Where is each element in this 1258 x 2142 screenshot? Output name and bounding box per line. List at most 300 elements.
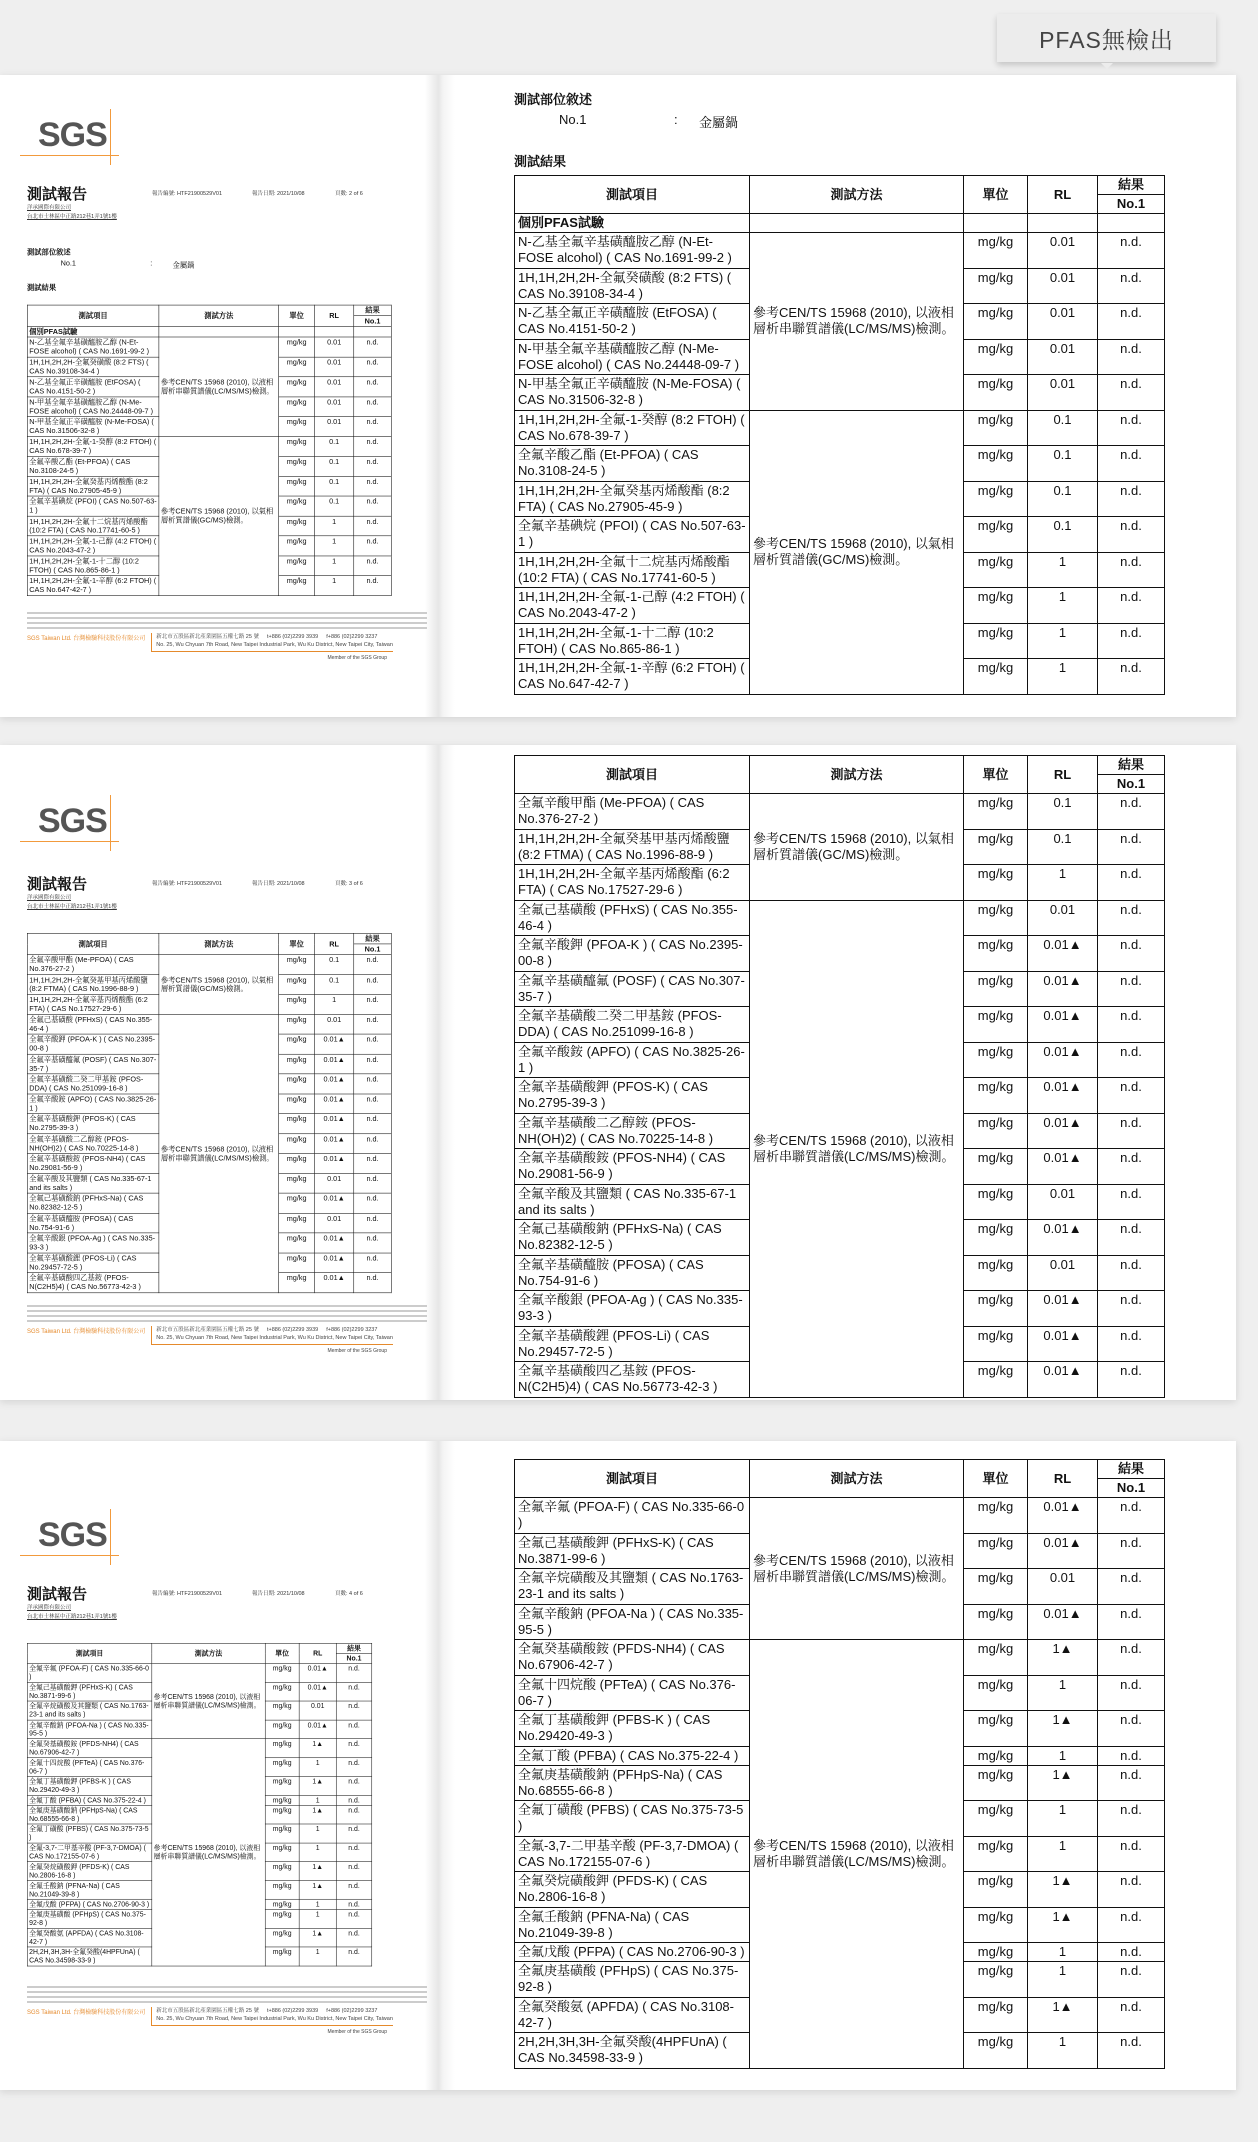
unit: mg/kg <box>279 417 315 437</box>
reporting-limit: 0.1 <box>1028 481 1098 517</box>
unit: mg/kg <box>964 375 1028 411</box>
result-value: n.d. <box>354 337 392 357</box>
table-row <box>27 436 391 456</box>
reporting-limit: 0.01 <box>1028 268 1098 304</box>
unit: mg/kg <box>279 974 315 994</box>
result-value: n.d. <box>336 1795 372 1805</box>
unit: mg/kg <box>279 556 315 576</box>
test-item: 全氟壬酸鈉 (PFNA-Na) ( CAS No.21049-39-8 ) <box>515 1907 750 1943</box>
footer-company <box>27 633 145 642</box>
test-item: 2H,2H,3H,3H-全氟癸酸(4HPFUnA) ( CAS No.34598-33-9 ) <box>27 1947 152 1966</box>
unit: mg/kg <box>964 1640 1028 1676</box>
unit: mg/kg <box>964 1533 1028 1569</box>
reporting-limit: 1 <box>299 1824 336 1843</box>
disclaimer-text-line <box>27 617 427 619</box>
reporting-limit: 0.01▲ <box>1028 1291 1098 1327</box>
reporting-limit: 1 <box>1028 1836 1098 1872</box>
telephone: t+886 (02)2299 3939 <box>266 2008 319 2014</box>
result-value: n.d. <box>1098 588 1165 624</box>
test-item: 全氟辛酸鉀 (PFOA-K ) ( CAS No.2395-00-8 ) <box>27 1034 159 1054</box>
address-en: No. 25, Wu Chyuan 7th Road, New Taipei Industrial Park, Wu Ku District, New Taipei City, Taiwan <box>156 2016 393 2022</box>
disclaimer-text-line <box>27 2001 427 2003</box>
reporting-limit: 0.01 <box>315 337 354 357</box>
test-item: 2H,2H,3H,3H-全氟癸酸(4HPFUnA) ( CAS No.34598-33-9 ) <box>515 2033 750 2069</box>
table-row <box>27 337 391 357</box>
unit: mg/kg <box>265 1776 299 1795</box>
result-value: n.d. <box>336 1899 372 1909</box>
result-value: n.d. <box>354 1074 392 1094</box>
test-method: 參考CEN/TS 15968 (2010), 以氣相層析質譜儀(GC/MS)檢測。 <box>750 794 964 901</box>
category-label: 個別PFAS試驗 <box>515 214 750 233</box>
result-value: n.d. <box>336 1947 372 1966</box>
report-number: 報告編號: HTF21900529V01 <box>152 1591 223 1597</box>
category-row <box>27 326 391 337</box>
empty-cell <box>964 214 1028 233</box>
unit: mg/kg <box>279 1054 315 1074</box>
test-item: 全氟戊酸 (PFPA) ( CAS No.2706-90-3 ) <box>27 1899 152 1909</box>
unit: mg/kg <box>964 1220 1028 1256</box>
test-method: 參考CEN/TS 15968 (2010), 以氣相層析質譜儀(GC/MS)檢測。 <box>750 410 964 694</box>
test-item: 全氟辛基磺酸二乙醇銨 (PFOS-NH(OH)2) ( CAS No.70225-14-8 ) <box>27 1133 159 1153</box>
table-row <box>27 1663 372 1682</box>
reporting-limit: 0.01▲ <box>1028 1149 1098 1185</box>
test-item: 1H,1H,2H,2H-全氟-1-十二醇 (10:2 FTOH) ( CAS No.865-86-1 ) <box>27 556 159 576</box>
company-zh: 台灣檢驗科技股份有限公司 <box>73 2010 146 2016</box>
fax: f+886 (02)2299 3237 <box>326 2008 378 2014</box>
test-item: 全氟庚基磺酸鈉 (PFHpS-Na) ( CAS No.68555-66-8 ) <box>515 1765 750 1801</box>
result-value: n.d. <box>336 1805 372 1824</box>
result-value: n.d. <box>354 1273 392 1293</box>
test-item: 全氟十四烷酸 (PFTeA) ( CAS No.376-06-7 ) <box>515 1675 750 1711</box>
reporting-limit: 1▲ <box>1028 1640 1098 1676</box>
reporting-limit: 0.01 <box>1028 1184 1098 1220</box>
unit: mg/kg <box>265 1739 299 1758</box>
unit: mg/kg <box>279 476 315 496</box>
test-method: 參考CEN/TS 15968 (2010), 以液相層析串聯質譜儀(LC/MS/MS)檢測。 <box>750 233 964 411</box>
result-value: n.d. <box>1098 517 1165 553</box>
reporting-limit: 0.01 <box>1028 304 1098 340</box>
reporting-limit: 1 <box>1028 1943 1098 1962</box>
unit: mg/kg <box>964 829 1028 865</box>
reporting-limit: 0.01▲ <box>315 1054 354 1074</box>
unit: mg/kg <box>279 1173 315 1193</box>
colon: : <box>674 112 678 127</box>
colon: : <box>150 258 153 268</box>
unit: mg/kg <box>279 994 315 1014</box>
reporting-limit: 0.01▲ <box>315 1133 354 1153</box>
reporting-limit: 1 <box>315 576 354 596</box>
report-date: 報告日期: 2021/10/08 <box>252 881 305 887</box>
reporting-limit: 0.01▲ <box>315 1193 354 1213</box>
result-value: n.d. <box>1098 971 1165 1007</box>
table-row <box>27 1739 372 1758</box>
result-value: n.d. <box>354 1133 392 1153</box>
thumb-footer <box>27 612 427 661</box>
results-table-page-4 <box>514 1459 1165 2069</box>
report-page-2 <box>0 75 1236 717</box>
address-line-zh <box>156 1326 393 1334</box>
unit: mg/kg <box>964 410 1028 446</box>
header-result-no: No.1 <box>354 316 392 327</box>
unit: mg/kg <box>279 1114 315 1134</box>
result-value: n.d. <box>354 556 392 576</box>
unit: mg/kg <box>964 936 1028 972</box>
unit: mg/kg <box>964 1362 1028 1398</box>
test-item: 全氟壬酸鈉 (PFNA-Na) ( CAS No.21049-39-8 ) <box>27 1880 152 1899</box>
empty-cell <box>159 326 279 337</box>
reporting-limit: 0.01 <box>315 1014 354 1034</box>
test-item: 全氟辛基磺酸鉀 (PFOS-K) ( CAS No.2795-39-3 ) <box>27 1114 159 1134</box>
footer-address <box>151 2007 393 2026</box>
reporting-limit: 1 <box>315 516 354 536</box>
test-method: 參考CEN/TS 15968 (2010), 以液相層析串聯質譜儀(LC/MS/MS)檢測。 <box>750 1498 964 1640</box>
company-address: 台北市士林區中正路212巷1弄1號1樓 <box>27 1614 117 1620</box>
test-item: 全氟辛基磺醯胺 (PFOSA) ( CAS No.754-91-6 ) <box>515 1255 750 1291</box>
footer-company <box>27 2007 145 2016</box>
test-item: 1H,1H,2H,2H-全氟辛基丙烯酸酯 (6:2 FTA) ( CAS No.17527-29-6 ) <box>27 994 159 1014</box>
results-table-page-3 <box>514 755 1165 1398</box>
test-item: 全氟己基磺酸鈉 (PFHxS-Na) ( CAS No.82382-12-5 ) <box>27 1193 159 1213</box>
result-value: n.d. <box>1098 936 1165 972</box>
unit: mg/kg <box>964 1962 1028 1998</box>
unit: mg/kg <box>964 1711 1028 1747</box>
reporting-limit: 0.1 <box>315 436 354 456</box>
header-method: 測試方法 <box>152 1643 265 1663</box>
result-value: n.d. <box>1098 1640 1165 1676</box>
reporting-limit: 1 <box>315 536 354 556</box>
header-row <box>27 305 391 316</box>
result-value: n.d. <box>354 436 392 456</box>
reporting-limit: 0.1 <box>315 955 354 975</box>
reporting-limit: 0.01▲ <box>1028 1220 1098 1256</box>
report-page-4 <box>0 1441 1236 2090</box>
reporting-limit: 0.01▲ <box>315 1094 354 1114</box>
unit: mg/kg <box>964 1907 1028 1943</box>
thumb-footer <box>27 1305 427 1354</box>
result-value: n.d. <box>1098 829 1165 865</box>
reporting-limit: 1 <box>315 994 354 1014</box>
result-value: n.d. <box>336 1909 372 1928</box>
reporting-limit: 1 <box>1028 1801 1098 1837</box>
reporting-limit: 1 <box>299 1843 336 1862</box>
test-item: 全氟辛氟 (PFOA-F) ( CAS No.335-66-0 ) <box>515 1498 750 1534</box>
unit: mg/kg <box>964 1184 1028 1220</box>
reporting-limit: 1 <box>299 1899 336 1909</box>
company-zh: 台灣檢驗科技股份有限公司 <box>73 636 146 642</box>
test-item: 全氟丁酸 (PFBA) ( CAS No.375-22-4 ) <box>515 1746 750 1765</box>
unit: mg/kg <box>964 1997 1028 2033</box>
unit: mg/kg <box>964 1746 1028 1765</box>
header-result-no: No.1 <box>336 1653 372 1663</box>
test-item: N-乙基全氟正辛磺醯胺 (EtFOSA) ( CAS No.4151-50-2 ) <box>515 304 750 340</box>
result-value: n.d. <box>1098 446 1165 482</box>
result-value: n.d. <box>354 417 392 437</box>
result-value: n.d. <box>1098 1007 1165 1043</box>
result-value: n.d. <box>354 994 392 1014</box>
sample-heading: 測試部位敘述 <box>27 247 71 257</box>
test-item: 1H,1H,2H,2H-全氟十二烷基丙烯酸酯 (10:2 FTA) ( CAS No.17741-60-5 ) <box>27 516 159 536</box>
unit: mg/kg <box>265 1757 299 1776</box>
disclaimer-text-line <box>27 1315 427 1317</box>
unit: mg/kg <box>964 268 1028 304</box>
company-address: 台北市士林區中正路212巷1弄1號1樓 <box>27 904 117 910</box>
unit: mg/kg <box>964 1675 1028 1711</box>
test-item: 全氟辛氟 (PFOA-F) ( CAS No.335-66-0 ) <box>27 1663 152 1682</box>
unit: mg/kg <box>964 2033 1028 2069</box>
report-page-3 <box>0 745 1236 1400</box>
reporting-limit: 1▲ <box>1028 1711 1098 1747</box>
header-method: 測試方法 <box>159 933 279 954</box>
reporting-limit: 0.1 <box>1028 794 1098 830</box>
result-value: n.d. <box>354 1054 392 1074</box>
test-method: 參考CEN/TS 15968 (2010), 以液相層析串聯質譜儀(LC/MS/MS)檢測。 <box>152 1739 265 1966</box>
header-unit: 單位 <box>265 1643 299 1663</box>
result-value: n.d. <box>354 1213 392 1233</box>
test-item: N-乙基全氟辛基磺醯胺乙醇 (N-Et-FOSE alcohol) ( CAS No.1691-99-2 ) <box>515 233 750 269</box>
unit: mg/kg <box>964 1113 1028 1149</box>
header-unit: 單位 <box>964 1460 1028 1498</box>
unit: mg/kg <box>265 1795 299 1805</box>
reporting-limit: 0.01▲ <box>315 1273 354 1293</box>
test-item: N-乙基全氟辛基磺醯胺乙醇 (N-Et-FOSE alcohol) ( CAS No.1691-99-2 ) <box>27 337 159 357</box>
result-value: n.d. <box>354 476 392 496</box>
reporting-limit: 0.01▲ <box>1028 1042 1098 1078</box>
header-rl: RL <box>1028 176 1098 214</box>
test-item: 全氟辛基磺酸二乙醇銨 (PFOS-NH(OH)2) ( CAS No.70225-14-8 ) <box>515 1113 750 1149</box>
disclaimer-text-line <box>27 1996 427 1998</box>
result-value: n.d. <box>1098 1362 1165 1398</box>
reporting-limit: 1▲ <box>1028 1872 1098 1908</box>
reporting-limit: 0.01 <box>315 377 354 397</box>
result-value: n.d. <box>354 974 392 994</box>
result-value: n.d. <box>1098 1291 1165 1327</box>
reporting-limit: 1▲ <box>299 1928 336 1947</box>
result-value: n.d. <box>354 516 392 536</box>
table-row <box>515 794 1165 830</box>
reporting-limit: 1 <box>1028 623 1098 659</box>
unit: mg/kg <box>279 1233 315 1253</box>
sample-material: 金屬鍋 <box>699 115 739 130</box>
header-result-no: No.1 <box>1098 775 1165 794</box>
unit: mg/kg <box>265 1880 299 1899</box>
result-value: n.d. <box>354 357 392 377</box>
result-value: n.d. <box>1098 1220 1165 1256</box>
test-item: 1H,1H,2H,2H-全氟辛基丙烯酸酯 (6:2 FTA) ( CAS No.17527-29-6 ) <box>515 865 750 901</box>
page-number: 頁數: 4 of 6 <box>335 1591 363 1597</box>
unit: mg/kg <box>279 1034 315 1054</box>
test-item: 全氟辛基磺酸銨 (PFOS-NH4) ( CAS No.29081-56-9 ) <box>27 1153 159 1173</box>
test-item: 全氟辛烷磺酸及其鹽類 ( CAS No.1763-23-1 and its salts ) <box>27 1701 152 1720</box>
test-item: 全氟辛酸乙酯 (Et-PFOA) ( CAS No.3108-24-5 ) <box>27 456 159 476</box>
member-note: Member of the SGS Group <box>327 655 387 661</box>
header-rl: RL <box>299 1643 336 1663</box>
test-item: 全氟癸基磺酸銨 (PFDS-NH4) ( CAS No.67906-42-7 ) <box>515 1640 750 1676</box>
test-item: 全氟丁基磺酸鉀 (PFBS-K ) ( CAS No.29420-49-3 ) <box>27 1776 152 1795</box>
result-value: n.d. <box>1098 1907 1165 1943</box>
result-value: n.d. <box>354 955 392 975</box>
reporting-limit: 0.01▲ <box>1028 1362 1098 1398</box>
results-heading: 測試結果 <box>514 154 567 169</box>
result-value: n.d. <box>1098 410 1165 446</box>
reporting-limit: 0.01▲ <box>299 1720 336 1739</box>
unit: mg/kg <box>964 1569 1028 1605</box>
unit: mg/kg <box>964 1149 1028 1185</box>
fax: f+886 (02)2299 3237 <box>326 634 378 640</box>
unit: mg/kg <box>964 1801 1028 1837</box>
test-item: 全氟癸酸氨 (APFDA) ( CAS No.3108-42-7 ) <box>27 1928 152 1947</box>
unit: mg/kg <box>964 794 1028 830</box>
result-value: n.d. <box>1098 794 1165 830</box>
sample-no: No.1 <box>60 258 76 268</box>
reporting-limit: 1▲ <box>299 1862 336 1881</box>
test-item: 全氟辛基磺醯氟 (POSF) ( CAS No.307-35-7 ) <box>27 1054 159 1074</box>
footer-contact <box>27 2007 427 2026</box>
category-row <box>515 214 1165 233</box>
header-unit: 單位 <box>964 176 1028 214</box>
unit: mg/kg <box>279 1014 315 1034</box>
result-value: n.d. <box>1098 623 1165 659</box>
reporting-limit: 0.01▲ <box>299 1682 336 1701</box>
unit: mg/kg <box>279 516 315 536</box>
unit: mg/kg <box>964 865 1028 901</box>
unit: mg/kg <box>964 659 1028 695</box>
reporting-limit: 1 <box>315 556 354 576</box>
header-result: 結果 <box>336 1643 372 1653</box>
test-item: 全氟辛基磺酸鋰 (PFOS-Li) ( CAS No.29457-72-5 ) <box>27 1253 159 1273</box>
table-row <box>515 900 1165 936</box>
test-item: 1H,1H,2H,2H-全氟-1-己醇 (4:2 FTOH) ( CAS No.2043-47-2 ) <box>27 536 159 556</box>
reporting-limit: 0.01 <box>315 417 354 437</box>
category-label: 個別PFAS試驗 <box>27 326 159 337</box>
header-rl: RL <box>1028 756 1098 794</box>
test-item: 全氟辛酸鈉 (PFOA-Na ) ( CAS No.335-95-5 ) <box>27 1720 152 1739</box>
reporting-limit: 1 <box>1028 1675 1098 1711</box>
header-rl: RL <box>315 933 354 954</box>
table-row <box>515 410 1165 446</box>
header-result: 結果 <box>354 305 392 316</box>
thumb-results-table <box>27 305 392 596</box>
unit: mg/kg <box>265 1720 299 1739</box>
test-method: 參考CEN/TS 15968 (2010), 以液相層析串聯質譜儀(LC/MS/MS)檢測。 <box>159 337 279 436</box>
test-item: 全氟辛基磺酸鉀 (PFOS-K) ( CAS No.2795-39-3 ) <box>515 1078 750 1114</box>
result-value: n.d. <box>354 1034 392 1054</box>
results-heading: 測試結果 <box>27 283 57 292</box>
unit: mg/kg <box>279 576 315 596</box>
test-method: 參考CEN/TS 15968 (2010), 以液相層析串聯質譜儀(LC/MS/MS)檢測。 <box>159 1014 279 1292</box>
result-value: n.d. <box>336 1757 372 1776</box>
unit: mg/kg <box>964 1078 1028 1114</box>
reporting-limit: 1▲ <box>1028 1765 1098 1801</box>
test-item: 全氟庚基磺酸 (PFHpS) ( CAS No.375-92-8 ) <box>515 1962 750 1998</box>
unit: mg/kg <box>279 436 315 456</box>
test-item: 全氟辛基磺酸銨 (PFOS-NH4) ( CAS No.29081-56-9 ) <box>515 1149 750 1185</box>
test-item: 全氟丁磺酸 (PFBS) ( CAS No.375-73-5 ) <box>27 1824 152 1843</box>
unit: mg/kg <box>964 517 1028 553</box>
reporting-limit: 0.01 <box>1028 375 1098 411</box>
sgs-logo: SGS <box>20 1515 119 1556</box>
result-value: n.d. <box>354 397 392 417</box>
result-value: n.d. <box>1098 1533 1165 1569</box>
unit: mg/kg <box>964 339 1028 375</box>
header-unit: 單位 <box>964 756 1028 794</box>
header-rl: RL <box>315 305 354 326</box>
header-row <box>515 1460 1165 1479</box>
reporting-limit: 0.01 <box>315 357 354 377</box>
unit: mg/kg <box>964 588 1028 624</box>
unit: mg/kg <box>279 337 315 357</box>
result-value: n.d. <box>1098 1746 1165 1765</box>
header-method: 測試方法 <box>750 1460 964 1498</box>
reporting-limit: 1▲ <box>1028 1997 1098 2033</box>
sample-description <box>514 89 1164 170</box>
empty-cell <box>354 326 392 337</box>
disclaimer-text-line <box>27 1320 427 1322</box>
result-value: n.d. <box>354 576 392 596</box>
reporting-limit: 0.01▲ <box>315 1074 354 1094</box>
result-value: n.d. <box>1098 1326 1165 1362</box>
address-en: No. 25, Wu Chyuan 7th Road, New Taipei Industrial Park, Wu Ku District, New Taipei City, Taiwan <box>156 642 393 648</box>
header-item: 測試項目 <box>515 1460 750 1498</box>
result-value: n.d. <box>354 496 392 516</box>
reporting-limit: 1 <box>1028 552 1098 588</box>
disclaimer-text-line <box>27 1986 427 1988</box>
result-value: n.d. <box>354 1014 392 1034</box>
result-value: n.d. <box>1098 1675 1165 1711</box>
test-item: 全氟辛基磺酸四乙基銨 (PFOS-N(C2H5)4) ( CAS No.56773-42-3 ) <box>27 1273 159 1293</box>
reporting-limit: 0.01▲ <box>315 1233 354 1253</box>
result-value: n.d. <box>1098 2033 1165 2069</box>
header-method: 測試方法 <box>159 305 279 326</box>
reporting-limit: 0.01 <box>1028 1569 1098 1605</box>
result-value: n.d. <box>336 1776 372 1795</box>
unit: mg/kg <box>964 1765 1028 1801</box>
test-method: 參考CEN/TS 15968 (2010), 以氣相層析質譜儀(GC/MS)檢測。 <box>159 955 279 1015</box>
test-method: 參考CEN/TS 15968 (2010), 以液相層析串聯質譜儀(LC/MS/MS)檢測。 <box>750 1640 964 2069</box>
result-value: n.d. <box>354 1114 392 1134</box>
test-method: 參考CEN/TS 15968 (2010), 以液相層析串聯質譜儀(LC/MS/MS)檢測。 <box>152 1663 265 1738</box>
test-method: 參考CEN/TS 15968 (2010), 以氣相層析質譜儀(GC/MS)檢測。 <box>159 436 279 595</box>
unit: mg/kg <box>279 357 315 377</box>
reporting-limit: 0.01 <box>1028 900 1098 936</box>
test-item: 全氟辛基磺酸四乙基銨 (PFOS-N(C2H5)4) ( CAS No.56773-42-3 ) <box>515 1362 750 1398</box>
reporting-limit: 0.01▲ <box>315 1034 354 1054</box>
result-value: n.d. <box>1098 481 1165 517</box>
result-value: n.d. <box>336 1701 372 1720</box>
test-item: 全氟辛酸及其鹽類 ( CAS No.335-67-1 and its salts ) <box>27 1173 159 1193</box>
test-item: 全氟辛基磺酸鋰 (PFOS-Li) ( CAS No.29457-72-5 ) <box>515 1326 750 1362</box>
header-result: 結果 <box>1098 176 1165 195</box>
header-result-no: No.1 <box>1098 195 1165 214</box>
test-item: 全氟辛酸甲酯 (Me-PFOA) ( CAS No.376-27-2 ) <box>27 955 159 975</box>
footer-contact <box>27 633 427 652</box>
test-item: N-甲基全氟辛基磺醯胺乙醇 (N-Me-FOSE alcohol) ( CAS No.24448-09-7 ) <box>27 397 159 417</box>
reporting-limit: 0.01▲ <box>315 1114 354 1134</box>
unit: mg/kg <box>964 623 1028 659</box>
test-item: 全氟癸烷磺酸鉀 (PFDS-K) ( CAS No.2806-16-8 ) <box>515 1872 750 1908</box>
result-value: n.d. <box>354 456 392 476</box>
test-item: 全氟辛基碘烷 (PFOI) ( CAS No.507-63-1 ) <box>515 517 750 553</box>
result-value: n.d. <box>336 1682 372 1701</box>
reporting-limit: 0.01▲ <box>1028 1007 1098 1043</box>
test-item: 全氟辛酸銀 (PFOA-Ag ) ( CAS No.335-93-3 ) <box>515 1291 750 1327</box>
page-fold <box>425 745 455 1400</box>
fax: f+886 (02)2299 3237 <box>326 1327 378 1333</box>
sgs-logo: SGS <box>20 115 119 156</box>
company-en: SGS Taiwan Ltd. <box>27 1329 72 1335</box>
test-item: N-甲基全氟正辛磺醯胺 (N-Me-FOSA) ( CAS No.31506-32-8 ) <box>515 375 750 411</box>
header-row <box>27 933 391 944</box>
header-item: 測試項目 <box>515 756 750 794</box>
